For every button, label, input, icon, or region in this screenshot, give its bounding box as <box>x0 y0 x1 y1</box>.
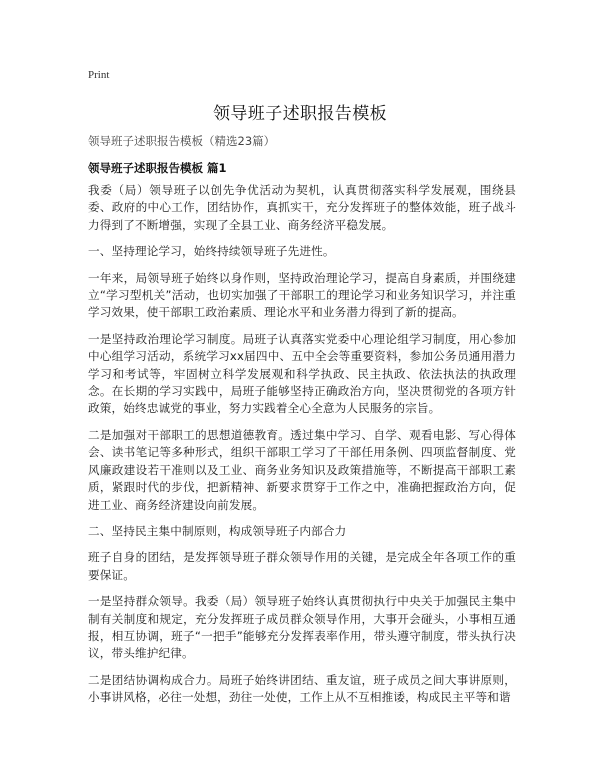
paragraph: 二是团结协调构成合力。局班子始终讲团结、重友谊，班子成员之间大事讲原则，小事讲风格，必往一处想，劲往一处使，工作上从不互相推诿，构成民主平等和谐 <box>88 672 516 705</box>
paragraph: 二是加强对干部职工的思想道德教育。透过集中学习、自学、观看电影、写心得体会、读书笔记等多种形式，组织干部职工学习了干部任用条例、四项监督制度、党风廉政建设若干准则以及工业、商务业务知识及政策措施等，不断提高干部职工素质，紧跟时代的步伐，把新精神、新要求贯穿于工作之中，准确把握政治方向，促进工业、商务经济建设向前发展。 <box>88 427 516 512</box>
paragraph: 一是坚持政治理论学习制度。局班子认真落实党委中心理论组学习制度，用心参加中心组学习活动，系统学习xx届四中、五中全会等重要资料，参加公务员通用潜力学习和考试等，牢固树立科学发展观和科学执政、民主执政、依法执法的执政理念。在长期的学习实践中，局班子能够坚持正确政治方向，坚决贯彻党的各项方针政策，始终忠诚党的事业，努力实践着全心全意为人民服务的宗旨。 <box>88 331 516 416</box>
print-label: Print <box>88 69 110 81</box>
paragraph: 一年来，局领导班子始终以身作则，坚持政治理论学习，提高自身素质，并围绕建立“学习型机关”活动，也切实加强了干部职工的理论学习和业务知识学习，并注重学习效果，使干部职工政治素质、理论水平和业务潜力得到了新的提高。 <box>88 270 516 320</box>
document-title: 领导班子述职报告模板 <box>213 104 387 124</box>
paragraph: 班子自身的团结，是发挥领导班子群众领导作用的关键，是完成全年各项工作的重要保证。 <box>88 550 516 582</box>
section-heading: 领导班子述职报告模板 篇1 <box>88 161 227 175</box>
document-subtitle: 领导班子述职报告模板（精选23篇） <box>88 134 276 148</box>
paragraph: 一是坚持群众领导。我委（局）领导班子始终认真贯彻执行中央关于加强民主集中制有关制度和规定，充分发挥班子成员群众领导作用，大事开会碰头，小事相互通报，相互协调，班子“一把手”能够充分发挥表率作用，带头遵守制度，带头执行决议，带头维护纪律。 <box>88 594 516 661</box>
paragraph-section-2: 二、坚持民主集中制原则，构成领导班子内部合力 <box>88 523 347 538</box>
paragraph-intro: 我委（局）领导班子以创先争优活动为契机，认真贯彻落实科学发展观，围绕县委、政府的中心工作，团结协作，真抓实干，充分发挥班子的整体效能，班子战斗力得到了不断增强，实现了全县工业、商务经济平稳发展。 <box>88 183 516 232</box>
document-body <box>88 182 516 716</box>
paragraph-section-1: 一、坚持理论学习，始终持续领导班子先进性。 <box>88 244 335 259</box>
